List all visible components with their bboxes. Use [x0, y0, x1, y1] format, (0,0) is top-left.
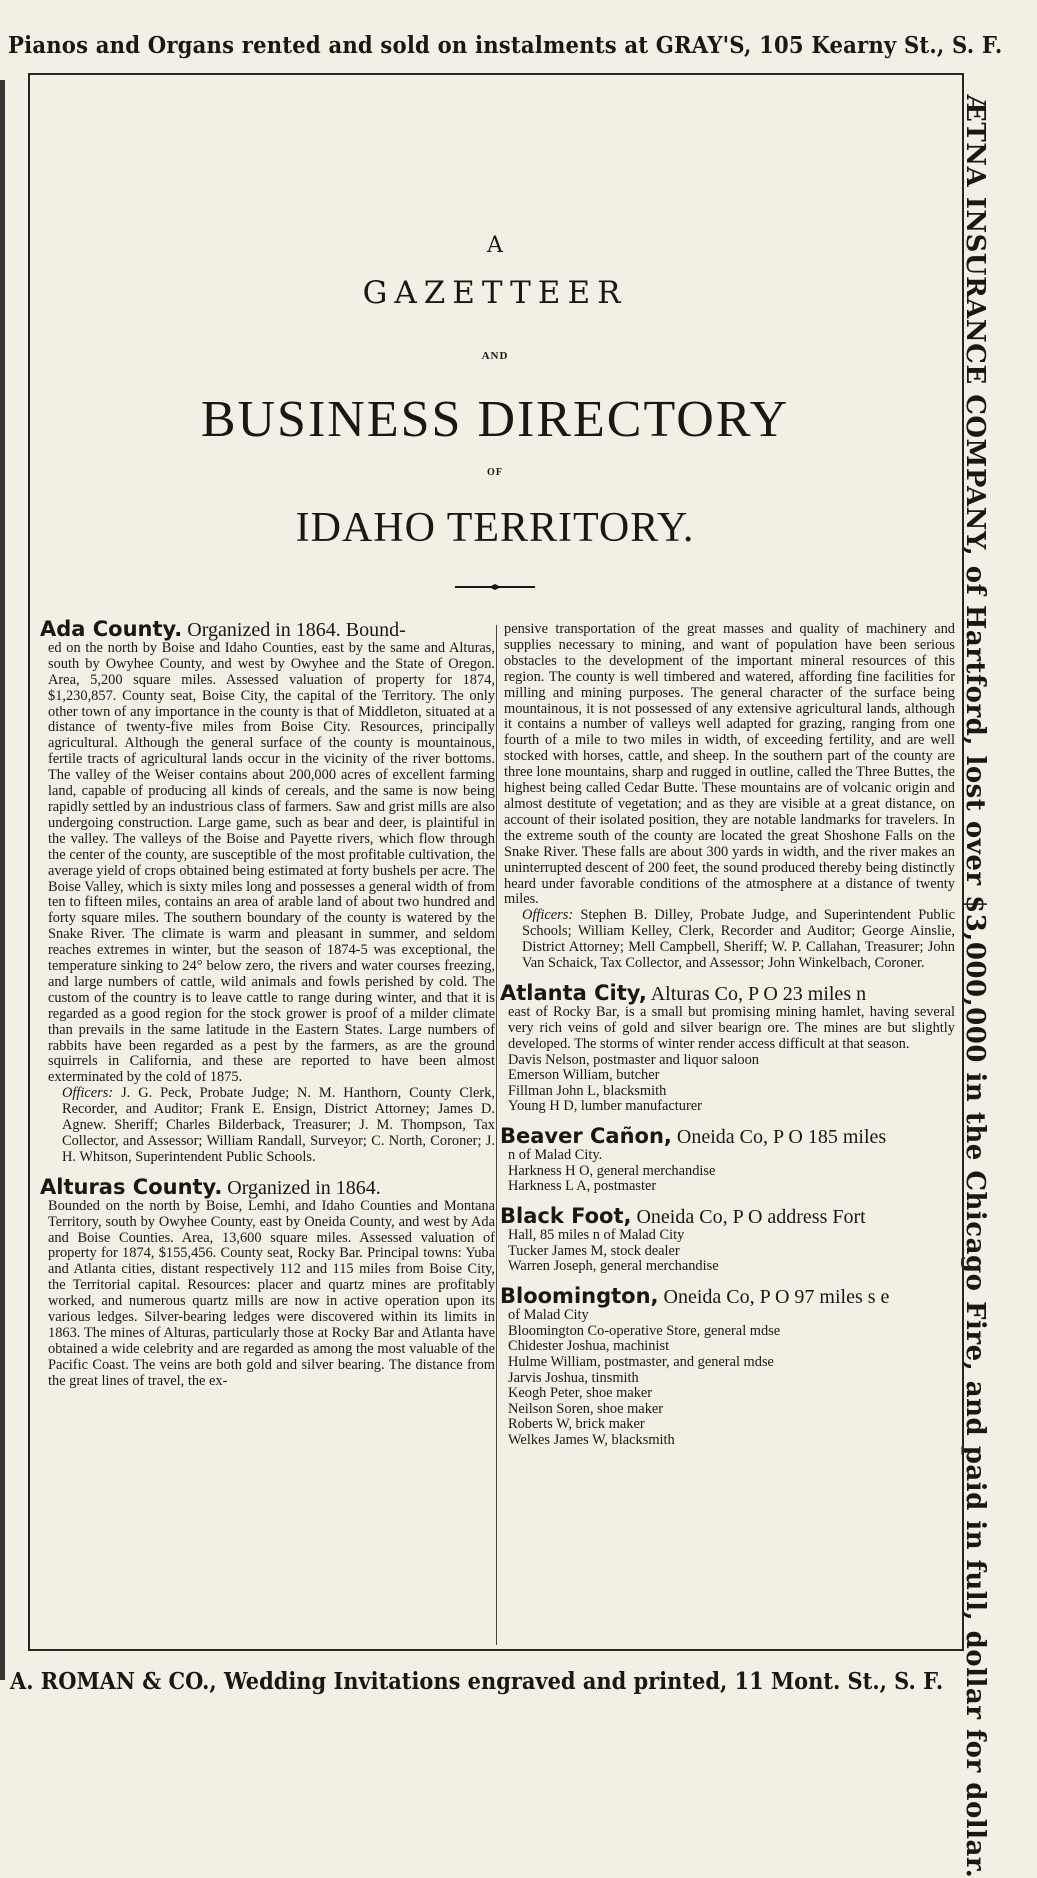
business-listing [500, 1053, 955, 1115]
title-territory: IDAHO TERRITORY. [295, 505, 695, 551]
title-business-directory: BUSINESS DIRECTORY [200, 391, 790, 448]
bottom-advertisement-banner: A. ROMAN & CO., Wedding Invitations engraved and printed, 11 Mont. St., S. F. [10, 1668, 944, 1695]
frame-top-rule [28, 73, 964, 75]
entry-heading: Atlanta City, [500, 980, 647, 1005]
entry-heading: Ada County. [40, 617, 183, 641]
entry-heading: Beaver Cañon, [500, 1123, 672, 1148]
entry-body: Bounded on the north by Boise, Lemhi, and Idaho Counties and Montana Territory, south by Owyhee County, east by Oneida County, and west by Ada and Boise Counties. Area, 13,600 square miles. Assessed valuation of property for 1874, $155,456. County seat, Rocky Bar. Principal towns: Yuba and Atlanta cities, distant respectively 112 and 115 miles from Boise City, the Territorial capital. Resources: placer and quartz mines are profitably worked, and numerous quartz mills are now in active operation upon its various ledges. Silver-bearing ledges were discovered within its limits in 1863. The mines of Alturas, particularly those at Rocky Bar and Atlanta have obtained a wide celebrity and are regarded as among the most valuable of the Pacific Coast. The veins are both gold and silver bearing. The distance from the great lines of travel, the ex- [48, 1197, 495, 1389]
entry-body: ed on the north by Boise and Idaho Counties, east by the same and Alturas, south by Owyhee County, and west by Owyhee and the State of Oregon. Area, 5,200 square miles. Assessed valuation of property for 1874, $1,230,857. County seat, Boise City, the capital of the Territory. The only other town of any importance in the county is that of Middleton, situated at a distance of twenty-five miles from Boise City. Resources, principally agricultural. Although the general surface of the county is mountainous, fertile tracts of agricultural lands occur in the vicinity of the river bottoms. The valley of the Weiser contains about 200,000 acres of excellent farming land, capable of producing all kinds of cereals, and the same is now being rapidly settled by an industrious class of farmers. Saw and grist mills are also undergoing construction. Large game, such as bear and deer, is plaintiful in the valley. The valleys of the Boise and Payette rivers, which flow through the center of the county, are susceptible of the most profitable cultivation, the average yield of crops obtained being estimated at forty bushels per acre. The Boise Valley, which is sixty miles long and possesses a general width of from ten to fifteen miles, contains an area of arable land of about two hundred and forty square miles. The southern boundary of the county is watered by the Snake River. The climate is warm and pleasant in summer, and seldom reaches extremes in winter, but the season of 1874-5 was exceptional, the temperature sinking to 24° below zero, the rivers and water courses freezing, and large numbers of cattle, wild animals and fowls perished by cold. The custom of the country is to leave cattle to range during winter, and that it is regarded as a good region for the stock grower is proof of a milder climate than prevails in the same latitude in the Eastern States. Large numbers of rabbits have been regarded as a pest by the farmers, as are the ground squirrels in California, and these are reported to have been almost exterminated by the cold of 1875. [48, 639, 495, 1086]
listing-item: Roberts W, brick maker [508, 1416, 645, 1433]
title-and: AND [481, 350, 509, 362]
entry-lead: Oneida Co, P O 97 miles s e [658, 1285, 890, 1308]
listing-item: Hulme William, postmaster, and general mdse [508, 1353, 774, 1370]
business-listing [500, 1244, 955, 1275]
entry-lead: Organized in 1864. Bound- [182, 619, 406, 641]
entry-body: of Malad City [508, 1306, 589, 1323]
entry-body: pensive transportation of the great masses and quality of machinery and supplies necessary to mining, and want of population have been serious obstacles to the development of the important mineral resources of this region. The county is well timbered and watered, affording fine facilities for milling and mining purposes. The general character of the surface being mountainous, it is not possessed of any extensive agricultural lands, although it contains a number of valleys well adapted for grazing, ranging from one fourth of a mile to two miles in width, of exceeding fertility, and are well stocked with horses, cattle, and sheep. In the southern part of the county are three lone mountains, sharp and rugged in outline, called the Three Buttes, the highest being called Cedar Butte. These mountains are of volcanic origin and almost destitute of vegetation; and as they are visible at a great distance, on account of their isolated position, they are notable landmarks for travelers. In the extreme south of the county are located the great Shoshone Falls on the Snake River. These falls are about 300 yards in width, and the river makes an uninterrupted descent of 200 feet, the sound produced thereby being distinctly heard under favorable conditions of the atmosphere at a distance of twenty miles. [504, 621, 955, 908]
title-ornament-rule [455, 583, 535, 591]
entry-heading: Black Foot, [500, 1203, 632, 1228]
listing-item: Bloomington Co-operative Store, general mdse [508, 1322, 781, 1339]
business-listing [500, 1324, 955, 1449]
column-divider [496, 625, 497, 1645]
entry-alturas-continued [500, 622, 955, 972]
listing-item: Welkes James W, blacksmith [508, 1431, 675, 1448]
listing-item: Harkness H O, general merchandise [508, 1162, 716, 1179]
frame-bottom-rule [28, 1649, 964, 1651]
listing-item: Warren Joseph, general merchandise [508, 1258, 719, 1275]
entry-bloomington [500, 1283, 955, 1449]
entry-alturas-county [40, 1174, 495, 1390]
title-article: A [487, 233, 503, 258]
title-of: OF [487, 467, 503, 478]
side-advertisement-banner: ÆTNA INSURANCE COMPANY, of Hartford, lost over $3,000,000 in the Chicago Fire, and paid in full, dollar for dollar. [960, 95, 990, 1878]
entry-black-foot [500, 1203, 955, 1275]
entry-lead: Oneida Co, P O 185 miles [671, 1125, 887, 1148]
officers-list: J. G. Peck, Probate Judge; N. M. Hanthorn, County Clerk, Recorder, and Auditor; Frank E. Ensign, District Attorney; James D. Agnew. Sheriff; Charles Bilderback, Treasurer; J. M. Thompson, Tax Collector, and Assessor; William Randall, Surveyor; C. North, Coroner; J. H. Whitson, Superintendent Public Schools. [62, 1085, 495, 1165]
book-spine-shadow [0, 80, 5, 1680]
entry-lead: Organized in 1864. [222, 1176, 381, 1199]
listing-item: Neilson Soren, shoe maker [508, 1400, 664, 1417]
listing-item: Tucker James M, stock dealer [508, 1242, 680, 1259]
title-gazetteer: GAZETTEER [362, 275, 628, 311]
listing-item: Jarvis Joshua, tinsmith [508, 1369, 639, 1386]
left-column [40, 617, 495, 1390]
entry-atlanta-city [500, 980, 955, 1115]
entry-beaver-canon [500, 1123, 955, 1195]
listing-item: Davis Nelson, postmaster and liquor saloon [508, 1051, 759, 1068]
entry-body: east of Rocky Bar, is a small but promising mining hamlet, having several very rich veins of gold and silver bearign ore. The mines are but slightly developed. The storms of winter render access difficult at that season. [508, 1003, 955, 1052]
entry-heading: Alturas County. [40, 1174, 223, 1199]
entry-body: n of Malad City. [508, 1146, 603, 1163]
entry-heading: Bloomington, [500, 1283, 659, 1308]
officers-label: Officers: [62, 1085, 114, 1102]
top-advertisement-banner: Pianos and Organs rented and sold on instalments at GRAY'S, 105 Kearny St., S. F. [8, 32, 1003, 59]
right-column [500, 622, 955, 1449]
entry-body: Hall, 85 miles n of Malad City [508, 1226, 685, 1243]
entry-lead: Oneida Co, P O address Fort [631, 1205, 866, 1228]
listing-item: Chidester Joshua, machinist [508, 1338, 670, 1355]
listing-item: Young H D, lumber manufacturer [508, 1098, 702, 1115]
listing-item: Fillman John L, blacksmith [508, 1082, 667, 1099]
listing-item: Keogh Peter, shoe maker [508, 1385, 653, 1402]
entry-ada-county [40, 617, 495, 1166]
listing-item: Emerson William, butcher [508, 1067, 660, 1084]
listing-item: Harkness L A, postmaster [508, 1178, 657, 1195]
business-listing [500, 1164, 955, 1195]
entry-lead: Alturas Co, P O 23 miles n [646, 982, 867, 1005]
officers-label: Officers: [522, 907, 574, 924]
officers-list: Stephen B. Dilley, Probate Judge, and Superintendent Public Schools; William Kelley, Clerk, Recorder and Auditor; George Ainslie, District Attorney; Mell Campbell, Sheriff; W. P. Callahan, Treasurer; John Van Schaick, Tax Collector, and Assessor; John Winkelbach, Coroner. [522, 907, 955, 972]
